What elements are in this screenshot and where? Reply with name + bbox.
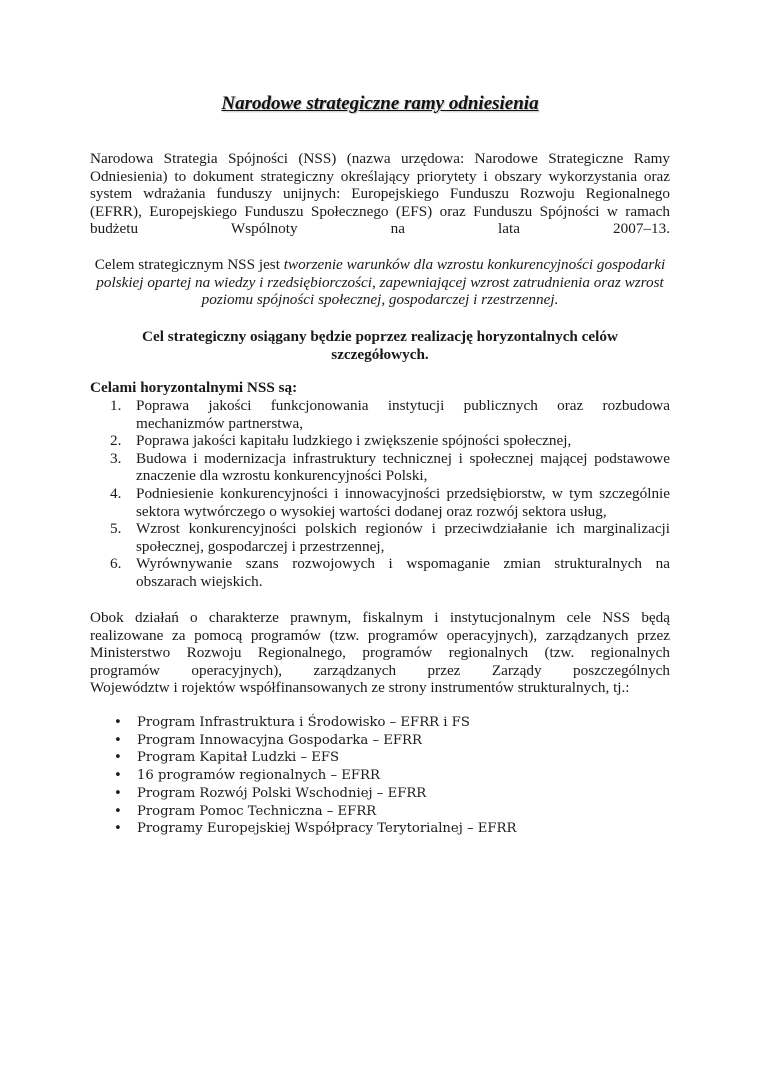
goal-prefix: Celem strategicznym NSS jest — [94, 256, 284, 273]
list-item-line: społecznej, gospodarczej i przestrzennej, — [136, 537, 385, 555]
list-number: 4. — [110, 484, 122, 502]
list-item — [90, 397, 670, 432]
intro-paragraph — [90, 150, 670, 238]
goal-italic-text: tworzenie warunków dla wzrostu konkurencyjności gospodarki polskiej opartej na wiedzy i rzedsiębiorczości, zapewniającej wzrost zatrudnienia oraz wzrost poziomu spójności społecznej, gospodarczej i rzestrzennej. — [96, 256, 666, 309]
paragraph-line: Ministerstwo Rozwoju Regionalnego, programów regionalnych (tzw. regionalnych — [90, 644, 670, 662]
list-item — [90, 749, 516, 767]
list-item-line: Budowa i modernizacja infrastruktury technicznej i społecznej mającej podstawowe — [136, 449, 670, 467]
list-item — [90, 520, 670, 555]
bullet-icon: • — [114, 715, 122, 730]
intro-line: system wdrażania funduszy unijnych: Europejskiego Funduszu Rozwoju Regionalnego — [90, 185, 670, 203]
list-number: 2. — [110, 432, 122, 450]
intro-line: budżetu Wspólnoty na lata 2007–13. — [90, 220, 670, 238]
program-name: Program Kapitał Ludzki – EFS — [137, 750, 340, 766]
program-name: 16 programów regionalnych – EFRR — [137, 768, 380, 784]
bullet-icon: • — [114, 750, 122, 766]
program-name: Program Infrastruktura i Środowisko – EFRR i FS — [137, 715, 470, 730]
list-item-line: Poprawa jakości kapitału ludzkiego i zwiększenie spójności społecznej, — [136, 432, 572, 450]
bullet-icon: • — [114, 768, 122, 784]
intro-line: Narodowa Strategia Spójności (NSS) (nazwa urzędowa: Narodowe Strategiczne Ramy — [90, 150, 670, 167]
list-number: 5. — [110, 520, 122, 538]
list-number: 6. — [110, 555, 122, 573]
program-name: Program Pomoc Techniczna – EFRR — [137, 803, 377, 819]
list-item-line: Wzrost konkurencyjności polskich regionów i przeciwdziałanie ich marginalizacji — [136, 520, 670, 538]
intro-line: Odniesienia) to dokument strategiczny określający priorytety i obszary wykorzystania oraz — [90, 167, 670, 185]
bullet-icon: • — [114, 803, 122, 819]
intro-line: (EFRR), Europejskiego Funduszu Społecznego (EFS) oraz Funduszu Spójności w ramach — [90, 202, 670, 220]
strategic-goal-paragraph — [90, 256, 670, 309]
list-item-line: mechanizmów partnerstwa, — [136, 414, 303, 432]
list-item — [90, 450, 670, 485]
bullet-icon: • — [114, 821, 122, 837]
list-item — [90, 485, 670, 520]
bullet-icon: • — [114, 785, 122, 801]
horizontal-goals-heading: Celami horyzontalnymi NSS są: — [90, 379, 298, 396]
list-item — [90, 714, 516, 732]
list-item — [90, 820, 516, 838]
list-item-line: Podniesienie konkurencyjności i innowacyjności przedsiębiorstw, w tym szczególnie — [136, 484, 670, 502]
paragraph-line: Obok działań o charakterze prawnym, fiskalnym i instytucjonalnym cele NSS będą — [90, 609, 670, 626]
list-item-line: obszarach wiejskich. — [136, 572, 263, 590]
program-name: Programy Europejskiej Współpracy Terytorialnej – EFRR — [137, 821, 517, 837]
program-name: Program Innowacyjna Gospodarka – EFRR — [137, 732, 422, 748]
list-item-line: znaczenie dla wzrostu konkurencyjności Polski, — [136, 467, 428, 485]
horizontal-goals-list — [90, 397, 670, 591]
bullet-icon: • — [114, 732, 122, 748]
list-number: 1. — [110, 397, 122, 414]
list-item — [90, 803, 516, 821]
strategic-goal-bold: Cel strategiczny osiągany będzie poprzez realizację horyzontalnych celów szczegółowych. — [142, 328, 618, 363]
list-item-line: Poprawa jakości funkcjonowania instytucji publicznych oraz rozbudowa — [136, 397, 670, 414]
list-item-line: sektora wytwórczego o wysokiej wartości dodanej oraz rozwój sektora usług, — [136, 502, 607, 520]
document-title: Narodowe strategiczne ramy odniesienia — [221, 93, 539, 114]
programs-paragraph — [90, 609, 670, 697]
paragraph-line: programów operacyjnych), zarządzanych przez Zarządy poszczególnych — [90, 661, 670, 679]
list-item — [90, 732, 516, 750]
list-item — [90, 555, 670, 590]
list-item-line: Wyrównywanie szans rozwojowych i wspomaganie zmian strukturalnych na — [136, 555, 670, 573]
list-item — [90, 785, 516, 803]
programs-list — [90, 714, 516, 838]
list-item — [90, 767, 516, 785]
paragraph-line: Województw i rojektów współfinansowanych ze strony instrumentów strukturalnych, tj.: — [90, 679, 630, 697]
list-item — [90, 432, 670, 450]
paragraph-line: realizowane za pomocą programów (tzw. programów operacyjnych), zarządzanych przez — [90, 626, 670, 644]
list-number: 3. — [110, 449, 122, 467]
program-name: Program Rozwój Polski Wschodniej – EFRR — [137, 785, 427, 801]
